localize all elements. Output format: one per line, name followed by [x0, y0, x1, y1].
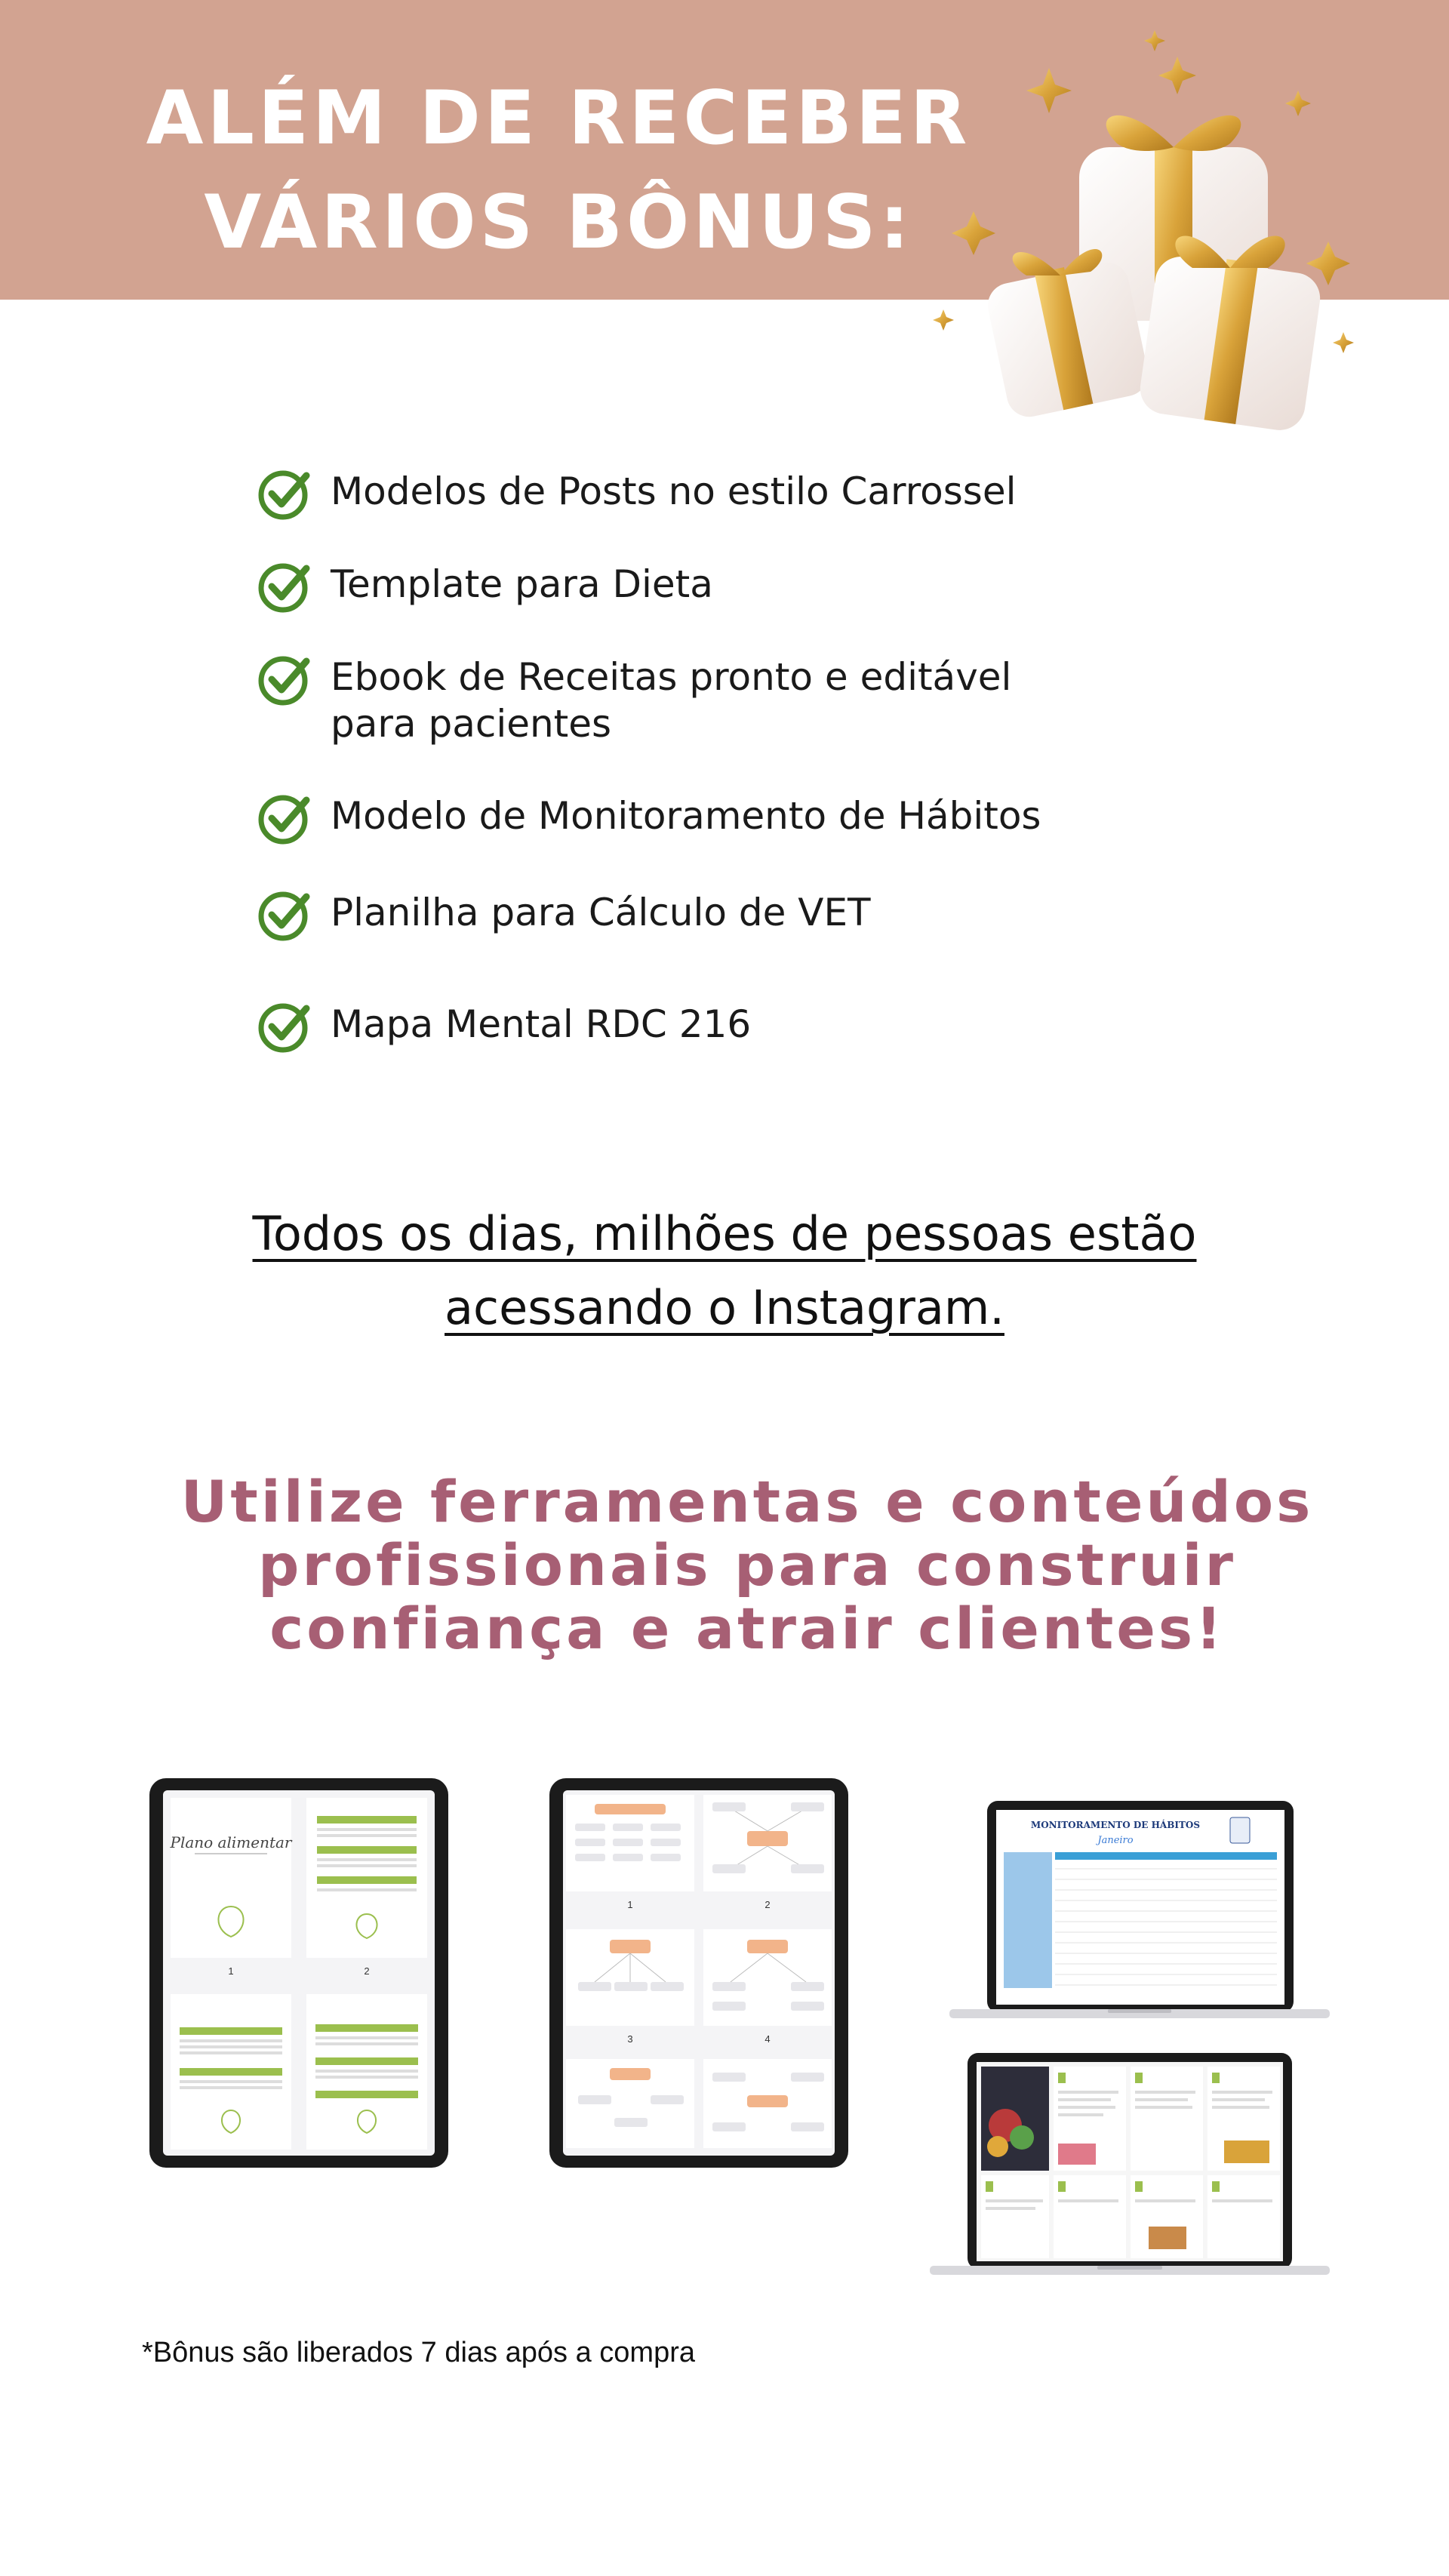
check-icon: [257, 998, 312, 1054]
mindmap-page-6: [703, 2059, 832, 2148]
mindmap-page-number: 2: [764, 1899, 771, 1910]
headline-line3: confiança e atrair clientes!: [269, 1595, 1225, 1662]
instagram-statement-line1: Todos os dias, milhões de pessoas estão: [252, 1206, 1197, 1261]
list-item: [257, 654, 1162, 747]
gift-boxes-image: [928, 15, 1381, 438]
list-item: [257, 792, 1162, 845]
bonus-item-label: Modelos de Posts no estilo Carrossel: [331, 469, 1017, 513]
mind-map-tablet-mockup: [549, 1778, 848, 2168]
headline: [121, 1470, 1374, 1660]
check-icon: [257, 651, 312, 706]
bonus-release-footnote: *Bônus são liberados 7 dias após a compra: [142, 2337, 696, 2368]
plan-page-number: 2: [364, 1965, 370, 1977]
list-item: [257, 1001, 1162, 1054]
plan-page-number: 1: [228, 1965, 234, 1977]
plan-cover-title: Plano alimentar: [170, 1833, 292, 1851]
bonus-item-label: Modelo de Monitoramento de Hábitos: [331, 794, 1041, 838]
bonus-item-label: Template para Dieta: [331, 562, 713, 606]
list-item: [257, 561, 1162, 614]
bonus-item-label: Mapa Mental RDC 216: [331, 1002, 752, 1046]
instagram-statement-line2: acessando o Instagram.: [445, 1280, 1004, 1335]
mindmap-page-number: 3: [627, 2033, 633, 2045]
bonus-item-label: Ebook de Receitas pronto e editável para pacientes: [331, 655, 1012, 746]
check-icon: [257, 789, 312, 845]
habits-laptop-mockup: [949, 1801, 1330, 2021]
banner-title-line2: VÁRIOS BÔNUS:: [204, 180, 913, 266]
headline-line2: profissionais para construir: [257, 1531, 1237, 1599]
check-icon: [257, 886, 312, 942]
banner-title: [143, 66, 974, 275]
plan-page-2: [306, 1798, 427, 1977]
mindmap-page-number: 4: [764, 2033, 771, 2045]
banner-title-line1: ALÉM DE RECEBER: [146, 75, 971, 162]
plan-page-3: [171, 1994, 291, 2150]
bonus-item-label: Planilha para Cálculo de VET: [331, 891, 871, 934]
plan-page-1: [170, 1798, 293, 1977]
check-icon: [257, 465, 312, 521]
list-item: [257, 889, 1162, 942]
recipes-laptop-mockup: [930, 2053, 1330, 2279]
check-icon: [257, 558, 312, 614]
list-item: [257, 468, 1162, 521]
mindmap-page-5: [566, 2059, 694, 2148]
habits-month: Janeiro: [1097, 1835, 1134, 1846]
mindmap-page-number: 1: [627, 1899, 633, 1910]
plan-page-4: [306, 1994, 427, 2150]
habits-title: MONITORAMENTO DE HÁBITOS: [1030, 1820, 1201, 1830]
headline-line1: Utilize ferramentas e conteúdos: [180, 1468, 1314, 1535]
instagram-statement: [196, 1197, 1253, 1345]
meal-plan-tablet-mockup: [149, 1778, 448, 2168]
